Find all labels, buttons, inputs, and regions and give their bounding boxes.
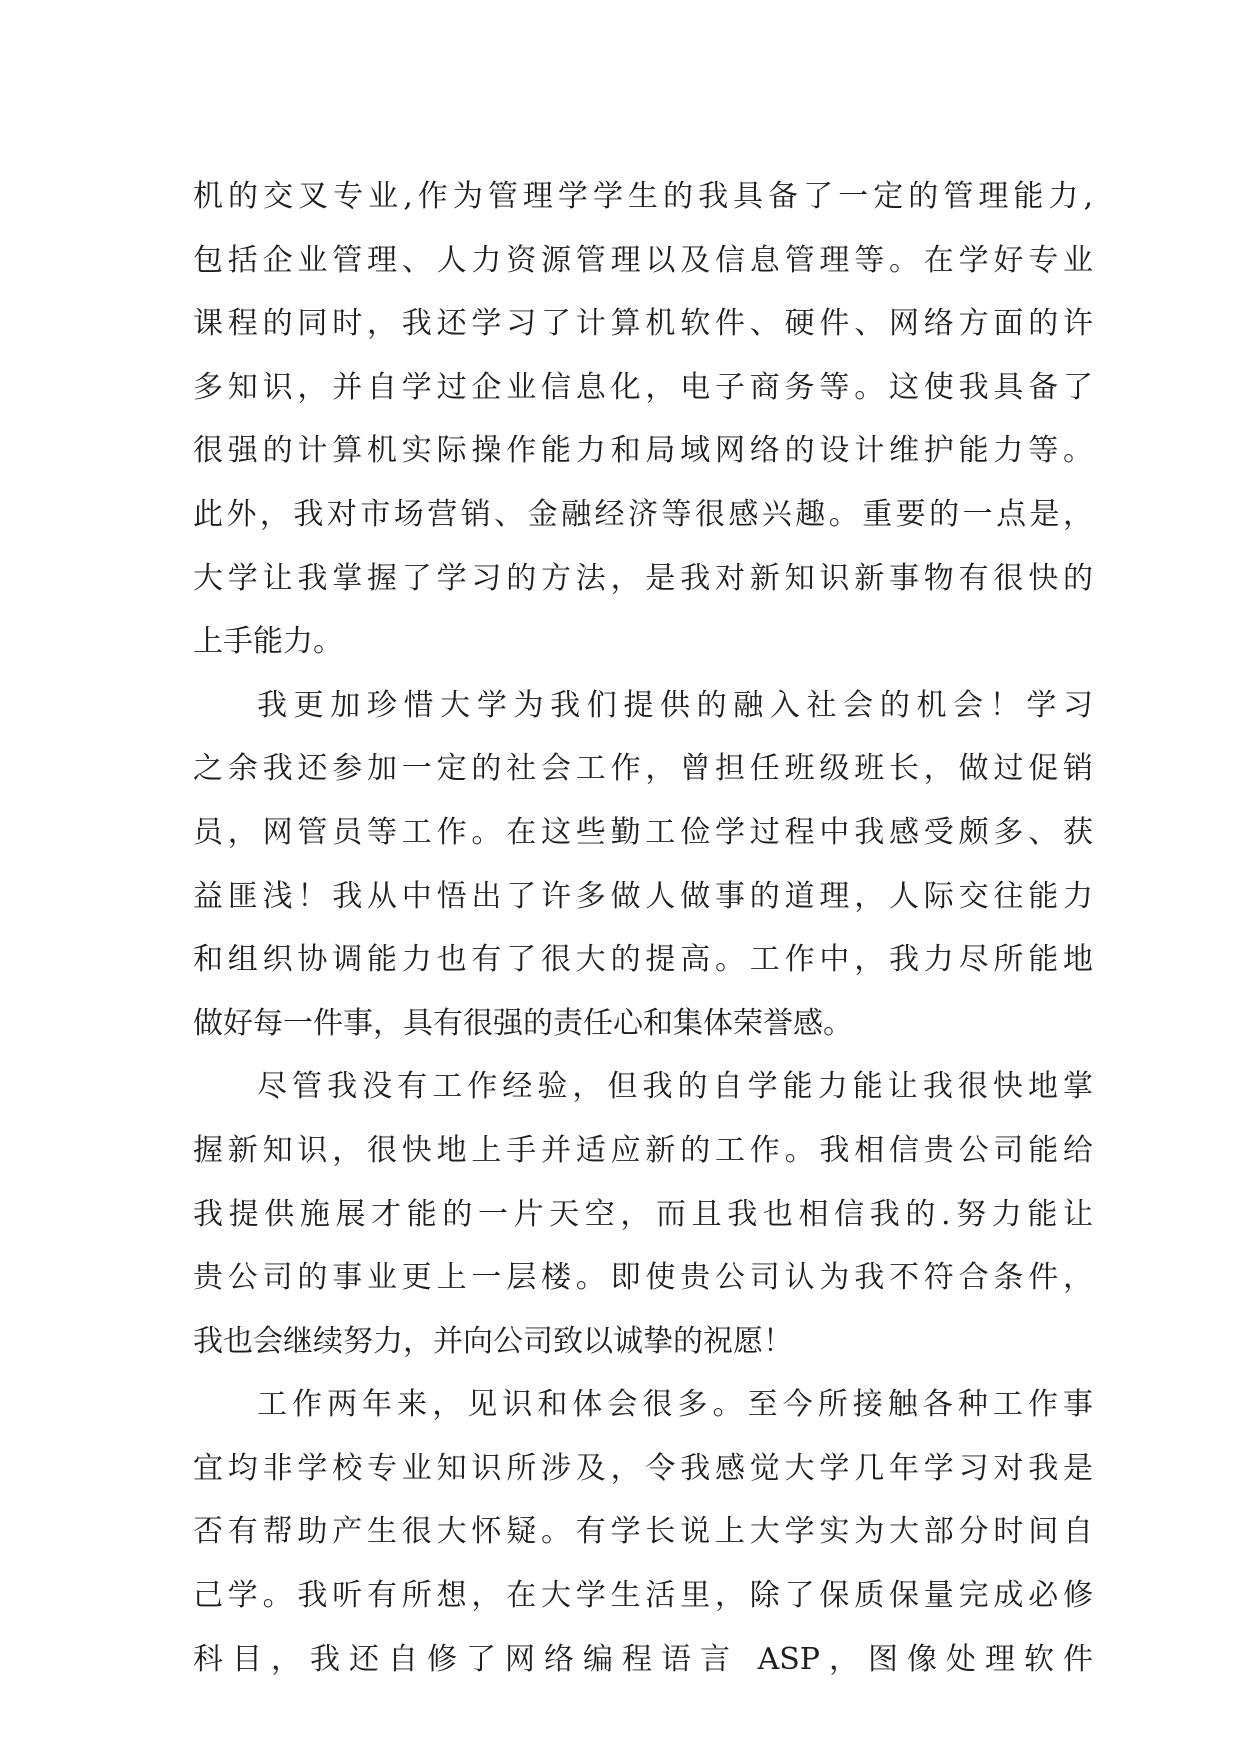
text-line: 机的交叉专业,作为管理学学生的我具备了一定的管理能力, (193, 179, 1093, 214)
text-line: 员，网管员等工作。在这些勤工俭学过程中我感受颇多、获 (193, 814, 1093, 850)
text-line: 做好每一件事，具有很强的责任心和集体荣誉感。 (193, 1005, 853, 1041)
text-line: 否有帮助产生很大怀疑。有学长说上大学实为大部分时间自 (193, 1514, 1093, 1550)
text-line: 包括企业管理、人力资源管理以及信息管理等。在学好专业 (193, 242, 1093, 278)
text-line: 此外，我对市场营销、金融经济等很感兴趣。重要的一点是， (193, 496, 1093, 532)
text-line: 科目，我还自修了网络编程语言 ASP，图像处理软件 (193, 1641, 1093, 1677)
text-line: 己学。我听有所想，在大学生活里，除了保质保量完成必修 (193, 1578, 1093, 1614)
paragraph-first-line: 我更加珍惜大学为我们提供的融入社会的机会！学习 (257, 687, 1093, 723)
text-line: 很强的计算机实际操作能力和局域网络的设计维护能力等。 (193, 433, 1093, 469)
text-line: 多知识，并自学过企业信息化，电子商务等。这使我具备了 (193, 369, 1093, 405)
text-line: 课程的同时，我还学习了计算机软件、硬件、网络方面的许 (193, 306, 1093, 342)
text-line: 上手能力。 (193, 624, 343, 660)
text-line: 和组织协调能力也有了很大的提高。工作中，我力尽所能地 (193, 942, 1093, 978)
text-line: 我提供施展才能的一片天空，而且我也相信我的.努力能让 (193, 1196, 1093, 1232)
text-line: 益匪浅！我从中悟出了许多做人做事的道理，人际交往能力 (193, 878, 1093, 914)
paragraph-first-line: 工作两年来，见识和体会很多。至今所接触各种工作事 (257, 1387, 1093, 1423)
text-line: 大学让我掌握了学习的方法，是我对新知识新事物有很快的 (193, 560, 1093, 596)
text-line: 握新知识，很快地上手并适应新的工作。我相信贵公司能给 (193, 1132, 1093, 1168)
paragraph-first-line: 尽管我没有工作经验，但我的自学能力能让我很快地掌 (257, 1069, 1093, 1105)
text-line: 贵公司的事业更上一层楼。即使贵公司认为我不符合条件， (193, 1260, 1093, 1296)
body-text (193, 165, 1093, 1691)
text-line: 宜均非学校专业知识所涉及，令我感觉大学几年学习对我是 (193, 1450, 1093, 1486)
text-line: 之余我还参加一定的社会工作，曾担任班级班长，做过促销 (193, 751, 1093, 787)
text-line: 我也会继续努力，并向公司致以诚挚的祝愿！ (193, 1323, 793, 1359)
